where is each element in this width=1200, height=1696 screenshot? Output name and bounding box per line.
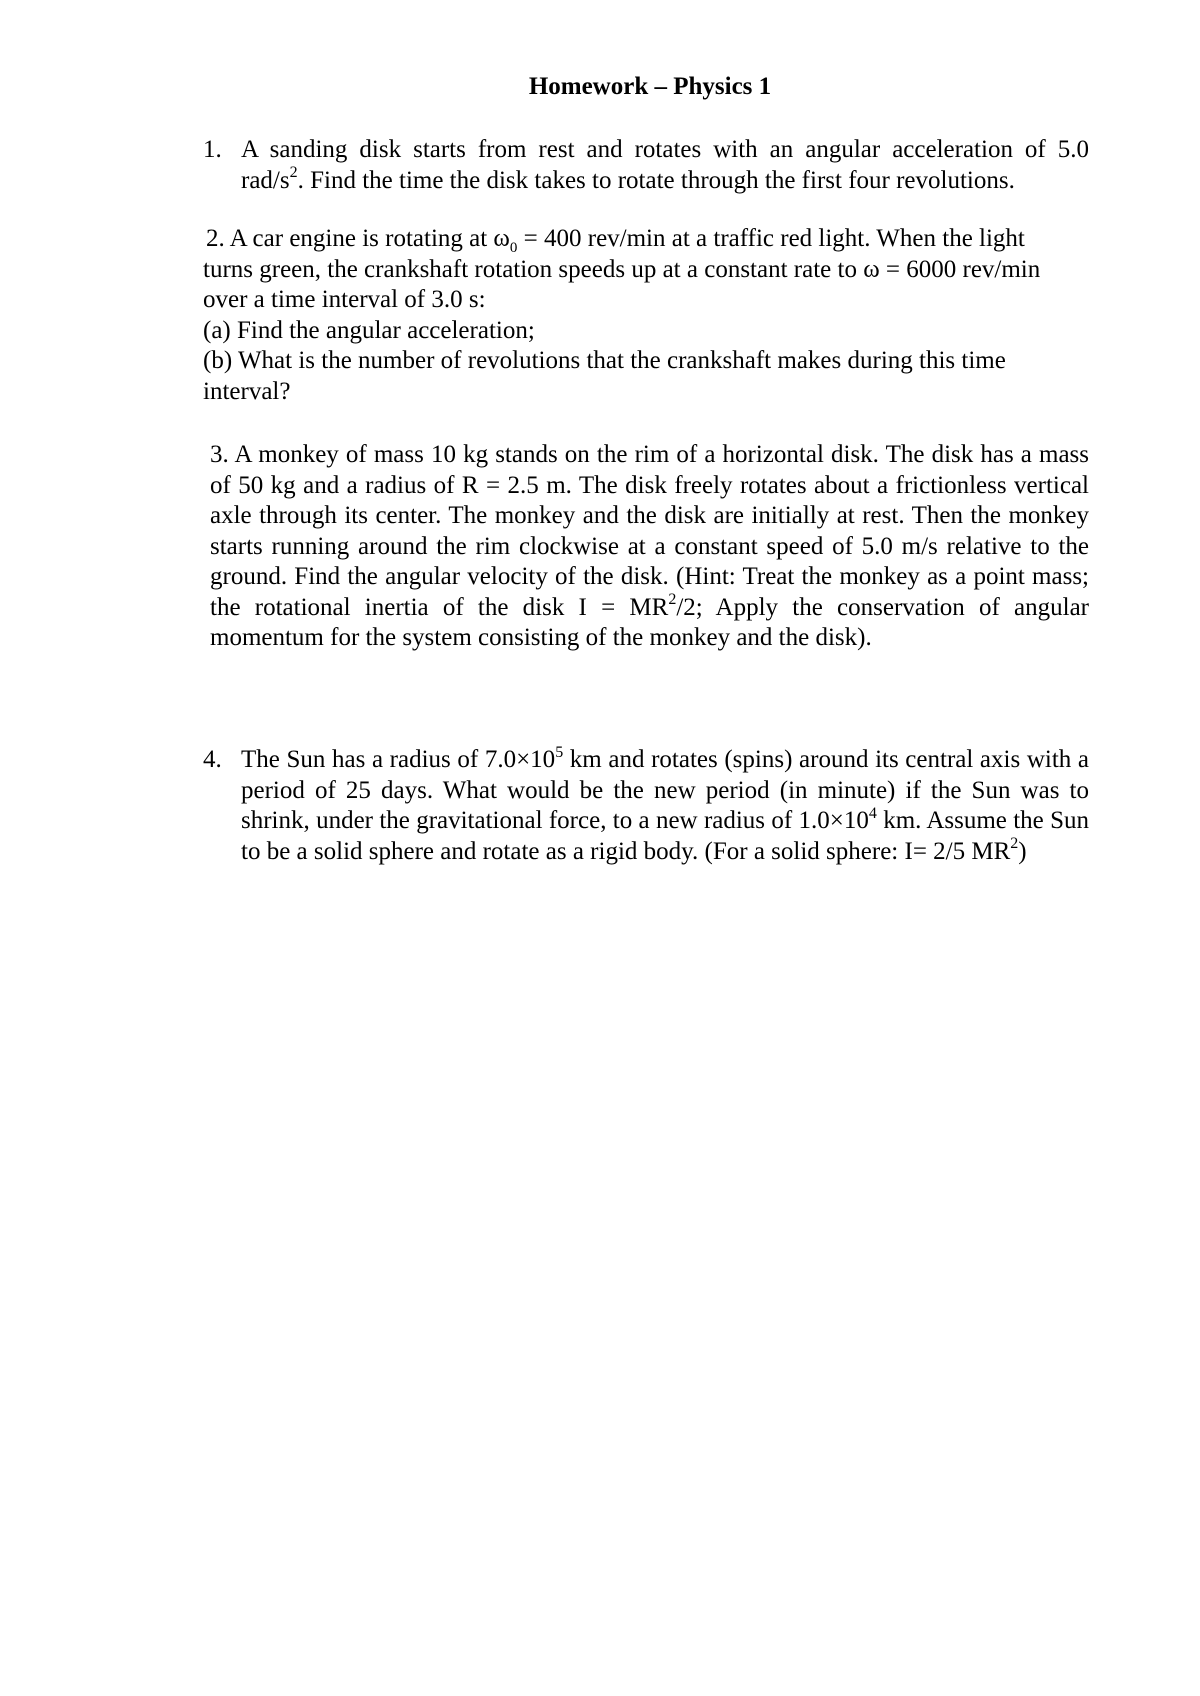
question-2-line-3: over a time interval of 3.0 s: [203, 286, 486, 313]
question-1-number: 1. [203, 136, 222, 163]
question-1-line-2: rad/$s^2$. Find the time the disk takes to rotate through the first four revolutions. [241, 164, 1015, 194]
question-2-line-1: 2. A car engine is rotating at $\omega_0 = 400$ rev/min at a traffic red light. When the light [206, 225, 1025, 256]
question-2-line-6: interval? [203, 377, 291, 405]
question-2-part-a: (a) Find the angular acceleration; [203, 316, 535, 344]
question-1-line-1: A sanding disk starts from rest and rotates with an angular acceleration of 5.0 [241, 136, 1089, 163]
question-1-text [241, 135, 1089, 196]
question-2-part-b: (b) What is the number of revolutions that the crankshaft makes during this time [203, 347, 1006, 374]
page-title: Homework – Physics 1 [528, 73, 772, 100]
question-2 [203, 224, 1093, 407]
question-2-line-2: turns green, the crankshaft rotation speeds up at a constant rate to ω = 6000 rev/min [203, 255, 1041, 283]
question-3: 3. A monkey of mass 10 kg stands on the rim of a horizontal disk. The disk has a mass of 50 kg and a radius of R = 2.5 m. The disk freely rotates about a frictionless vertical axle through its center. The monkey and the disk are initially at rest. Then the monkey starts running around the rim clockwise at a constant speed of 5.0 m/s relative to the ground. Find the angular velocity of the disk. (Hint: Treat the monkey as a point mass; the rotational inertia of the disk $I = MR^2/2$; Apply the conservation of angular momentum for the system consisting of the monkey and the disk). [210, 441, 1089, 651]
question-4-text: The Sun has a radius of $7.0\times 10^5$ km and rotates (spins) around its central axis with a period of 25 days. What would be the new period (in minute) if the Sun was to shrink, under the gravitational force, to a new radius of $1.0\times 10^4$ km. Assume the Sun to be a solid sphere and rotate as a rigid body. (For a solid sphere: I= 2/5 $MR^2$) [241, 743, 1089, 865]
question-4-number: 4. [203, 746, 222, 773]
